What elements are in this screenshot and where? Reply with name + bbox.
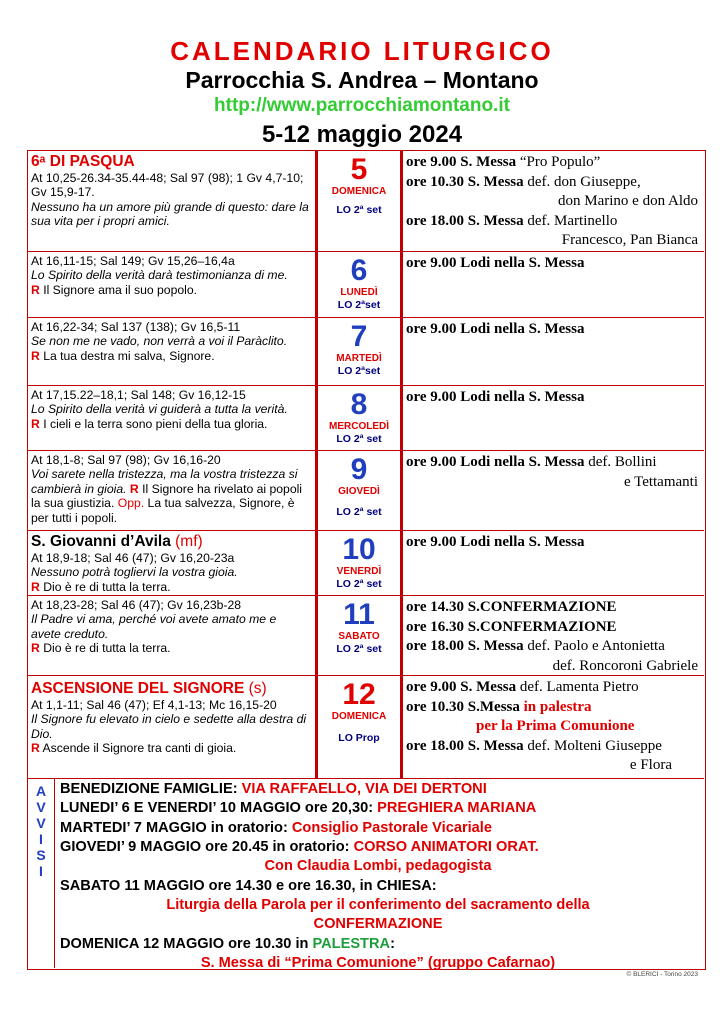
event: ore 14.30 S.CONFERMAZIONE	[406, 599, 617, 615]
events-cell	[406, 678, 702, 776]
weekday: MERCOLEDÌ	[329, 421, 389, 432]
notice-line: S. Messa di “Prima Comunione” (gruppo Cafarnao)	[200, 955, 556, 971]
events-cell	[406, 533, 702, 553]
day-number: 12	[342, 678, 376, 711]
event-continuation: e Tettamanti	[623, 473, 698, 490]
notice-line: LUNEDI’ 6 E VENERDI’ 10 MAGGIO ore 20,30: PREGHIERA MARIANA	[60, 800, 537, 816]
event: ore 9.00 Lodi nella S. Messa def. Bollini	[406, 454, 657, 470]
day-number: 6	[350, 254, 368, 287]
liturgy-cell	[31, 680, 309, 756]
liturgy-hours: LO 2ªset	[337, 365, 381, 377]
notice-line: GIOVEDI’ 9 MAGGIO ore 20.45 in oratorio: CORSO ANIMATORI ORAT.	[60, 839, 539, 855]
day-number: 5	[350, 153, 368, 186]
readings: At 17,15.22–18,1; Sal 148; Gv 16,12-15	[31, 388, 246, 402]
event: ore 10.30 S. Messa def. don Giuseppe,	[406, 173, 641, 190]
response: La tua destra mi salva, Signore.	[43, 348, 215, 363]
liturgy-cell	[31, 453, 309, 525]
liturgy-hours: LO 2ª set	[336, 643, 382, 655]
day-row-6	[28, 252, 704, 318]
calendar-title: CALENDARIO LITURGICO	[170, 36, 554, 66]
notice-line: Liturgia della Parola per il conferimento del sacramento della	[166, 897, 590, 913]
liturgy-hours: LO 2ª set	[336, 578, 382, 590]
events-cell	[406, 388, 702, 408]
weekday: DOMENICA	[331, 711, 387, 722]
gospel-quote: Il Padre vi ama, perché voi avete amato me e avete creduto.	[31, 612, 277, 641]
day-row-12	[28, 676, 704, 779]
liturgy-hours: LO 2ªset	[337, 299, 381, 311]
event: ore 10.30 S.Messa in palestra	[406, 698, 592, 715]
response-marker: R	[129, 481, 139, 496]
notice-line: Con Claudia Lombi, pedagogista	[264, 858, 492, 874]
opp-marker: Opp.	[117, 496, 145, 511]
date-range: 5-12 maggio 2024	[261, 121, 463, 148]
weekday: GIOVEDÌ	[338, 486, 380, 497]
copyright-note: © BLERICI - Torino 2023	[626, 971, 698, 978]
feast-title: 6ᵃ DI PASQUA	[31, 153, 135, 170]
weekday: SABATO	[338, 631, 380, 642]
event: ore 9.00 Lodi nella S. Messa	[406, 534, 585, 550]
response: Dio è re di tutta la terra.	[43, 641, 171, 656]
readings: At 10,25-26.34-35.44-48; Sal 97 (98); 1 Gv 4,7-10; Gv 15,9-17.	[31, 171, 304, 200]
response: Il Signore ama il suo popolo.	[43, 282, 197, 297]
notice-line: MARTEDI’ 7 MAGGIO in oratorio: Consiglio Pastorale Vicariale	[60, 820, 492, 836]
event: ore 16.30 S.CONFERMAZIONE	[406, 618, 617, 635]
parish-name: Parrocchia S. Andrea – Montano	[185, 67, 539, 93]
liturgy-cell	[31, 533, 309, 594]
response-marker: R	[31, 282, 40, 297]
gospel-quote: Voi sarete nella tristezza, ma la vostra tristezza si cambierà in gioia.	[31, 467, 298, 496]
liturgy-cell	[31, 320, 309, 363]
weekday: DOMENICA	[331, 186, 387, 197]
response: Dio è re di tutta la terra.	[43, 579, 171, 594]
gospel-quote: Nessuno potrà togliervi la vostra gioia.	[31, 565, 238, 580]
day-row-10	[28, 531, 704, 596]
day-row-5	[28, 151, 704, 252]
event: ore 9.00 S. Messa “Pro Populo”	[406, 154, 601, 170]
day-box	[315, 386, 403, 450]
event: ore 18.00 S. Messa def. Paolo e Antonietta	[406, 638, 665, 654]
events-cell	[406, 254, 702, 274]
response: I cieli e la terra sono pieni della tua gloria.	[43, 416, 268, 431]
event: ore 9.00 Lodi nella S. Messa	[406, 389, 585, 405]
notice-line: CONFERMAZIONE	[313, 916, 443, 932]
readings: At 1,1-11; Sal 46 (47); Ef 4,1-13; Mc 16,15-20	[31, 698, 277, 712]
gospel-quote: Se non me ne vado, non verrà a voi il Paràclito.	[31, 334, 288, 349]
notice-line: BENEDIZIONE FAMIGLIE: VIA RAFFAELLO, VIA DEI DERTONI	[60, 781, 487, 797]
response-marker: R	[31, 348, 40, 363]
day-row-8	[28, 386, 704, 451]
liturgy-cell	[31, 598, 309, 656]
gospel-quote: Lo Spirito della verità vi guiderà a tutta la verità.	[31, 402, 288, 417]
parish-website-link[interactable]: http://www.parrocchiamontano.it	[214, 95, 510, 116]
feast-title: ASCENSIONE DEL SIGNORE (s)	[31, 680, 267, 697]
notices-section	[28, 779, 704, 971]
event: ore 9.00 S. Messa def. Lamenta Pietro	[406, 679, 639, 695]
day-number: 10	[342, 533, 376, 566]
event-continuation: don Marino e don Aldo	[558, 193, 698, 209]
readings: At 18,1-8; Sal 97 (98); Gv 16,16-20	[31, 453, 221, 467]
day-box	[315, 151, 403, 251]
event-continuation: Francesco, Pan Bianca	[561, 232, 698, 248]
response-marker: R	[31, 741, 40, 756]
day-number: 8	[350, 388, 368, 421]
liturgy-cell	[31, 254, 309, 297]
day-box	[315, 531, 403, 595]
readings: At 16,11-15; Sal 149; Gv 15,26–16,4a	[31, 254, 235, 268]
response-marker: R	[31, 641, 40, 656]
day-box	[315, 451, 403, 530]
day-box	[315, 318, 403, 385]
liturgy-cell	[31, 388, 309, 431]
day-number: 7	[350, 320, 368, 353]
readings: At 18,23-28; Sal 46 (47); Gv 16,23b-28	[31, 598, 242, 612]
notice-line: DOMENICA 12 MAGGIO ore 10.30 in PALESTRA:	[60, 936, 395, 952]
response-alt: La tua salvezza, Signore, è per tutti i popoli.	[31, 496, 295, 525]
events-cell	[406, 320, 702, 340]
events-cell	[406, 598, 702, 676]
liturgy-hours: LO 2ª set	[336, 433, 382, 445]
response-marker: R	[31, 579, 40, 594]
liturgy-hours: LO 2ª set	[336, 204, 382, 216]
gospel-quote: Nessuno ha un amore più grande di questo: dare la sua vita per i propri amici.	[31, 199, 309, 229]
event-continuation: e Flora	[629, 757, 672, 773]
response: Ascende il Signore tra canti di gioia.	[42, 741, 237, 756]
event: ore 9.00 Lodi nella S. Messa	[406, 321, 585, 337]
calendar-table	[27, 150, 706, 970]
readings: At 16,22-34; Sal 137 (138); Gv 16,5-11	[31, 320, 241, 334]
day-box	[315, 596, 403, 675]
day-number: 9	[350, 453, 368, 486]
event: ore 18.00 S. Messa def. Molteni Giuseppe	[406, 737, 662, 754]
day-box	[315, 252, 403, 317]
events-cell	[406, 453, 702, 492]
day-row-11	[28, 596, 704, 676]
event: ore 18.00 S. Messa def. Martinello	[406, 212, 618, 229]
day-row-9	[28, 451, 704, 531]
response-marker: R	[31, 416, 40, 431]
liturgy-cell	[31, 153, 309, 229]
day-row-7	[28, 318, 704, 386]
day-box	[315, 676, 403, 778]
weekday: LUNEDÌ	[340, 287, 378, 298]
readings: At 18,9-18; Sal 46 (47); Gv 16,20-23a	[31, 551, 235, 565]
event-continuation: def. Roncoroni Gabriele	[552, 657, 698, 674]
weekday: VENERDÌ	[336, 566, 382, 577]
notice-line: SABATO 11 MAGGIO ore 14.30 e ore 16.30, in CHIESA:	[60, 878, 437, 894]
liturgy-hours: LO Prop	[338, 732, 380, 744]
gospel-quote: Il Signore fu elevato in cielo e sedette alla destra di Dio.	[31, 712, 307, 741]
liturgy-hours: LO 2ª set	[336, 506, 382, 518]
feast-title: S. Giovanni d’Avila (mf)	[31, 533, 203, 550]
events-cell	[406, 153, 702, 251]
event-continuation: per la Prima Comunione	[476, 718, 635, 734]
event: ore 9.00 Lodi nella S. Messa	[406, 255, 585, 271]
response: Il Signore ha rivelato ai popoli la sua giustizia.	[31, 481, 303, 511]
weekday: MARTEDÌ	[336, 353, 382, 364]
day-number: 11	[343, 598, 375, 631]
gospel-quote: Lo Spirito della verità darà testimonianza di me.	[31, 268, 288, 283]
notices-label: A V V I S I	[28, 779, 55, 968]
